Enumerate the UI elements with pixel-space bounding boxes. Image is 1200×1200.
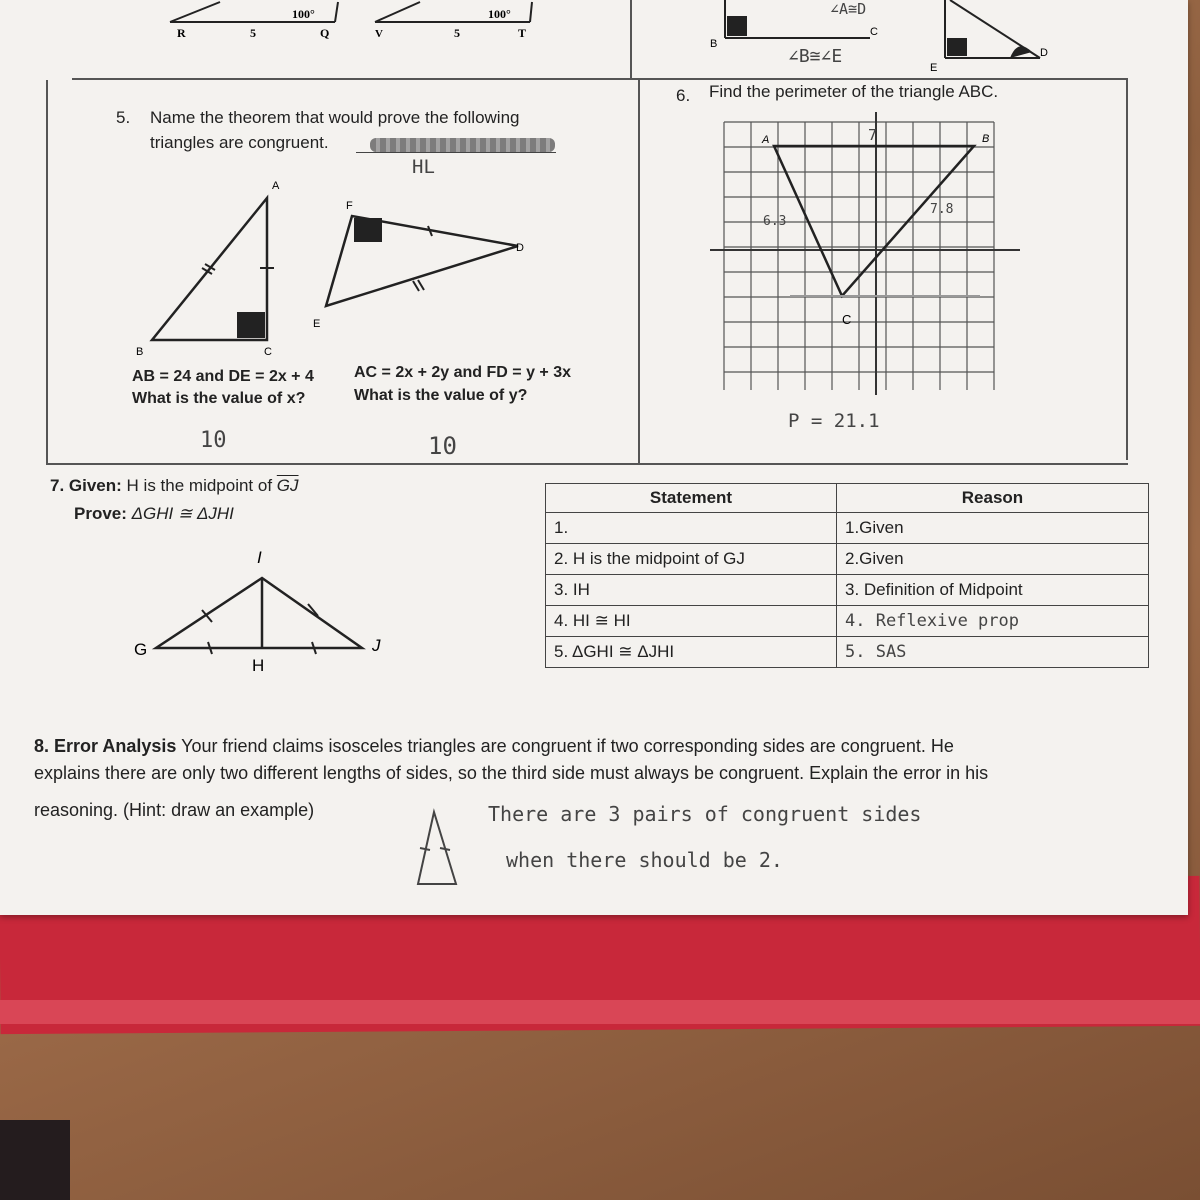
handwritten-length: 6.3	[763, 214, 787, 229]
frame-line	[72, 78, 1128, 80]
q7-triangle-diagram	[150, 560, 380, 660]
reason-cell: 2.Given	[837, 544, 1149, 575]
proof-row	[546, 637, 1149, 668]
scribble-out	[370, 138, 555, 152]
q8-text-line3: reasoning. (Hint: draw an example)	[34, 800, 315, 820]
q5-sub-x-question: What is the value of x?	[132, 390, 306, 407]
point-label: B	[982, 133, 990, 145]
q7-given	[50, 476, 299, 496]
frame-line	[638, 80, 640, 465]
q5-number: 5.	[116, 108, 131, 127]
reason-cell: 5. SAS	[837, 637, 1149, 668]
point-label: V	[375, 28, 383, 40]
point-label: C	[870, 26, 878, 38]
proof-row	[546, 575, 1149, 606]
frame-line	[46, 463, 1128, 465]
q5-answer-y: 10	[428, 432, 457, 460]
point-label: A	[272, 180, 280, 192]
q5-answer: HL	[412, 156, 435, 178]
frame-line	[630, 0, 632, 80]
point-label: H	[252, 656, 265, 675]
frame-line	[1126, 80, 1128, 460]
point-label: E	[313, 318, 321, 330]
reason-cell: 3. Definition of Midpoint	[837, 575, 1149, 606]
q7-prove	[74, 504, 234, 524]
statement-cell: 1.	[546, 513, 837, 544]
point-label: D	[1040, 47, 1048, 59]
q6-prompt: Find the perimeter of the triangle ABC.	[709, 82, 999, 101]
proof-table	[545, 483, 1149, 668]
q5-sub-y: AC = 2x + 2y and FD = y + 3x	[354, 364, 571, 381]
reason-cell: 1.Given	[837, 513, 1149, 544]
q7-given-label: 7. Given:	[50, 476, 122, 495]
point-label: A	[762, 134, 770, 146]
q5-prompt-line2: triangles are congruent.	[150, 133, 329, 152]
handwritten-length: 7	[868, 126, 878, 144]
red-folder-edge	[0, 1000, 1200, 1024]
statement-cell: 5. ΔGHI ≅ ΔJHI	[546, 637, 837, 668]
q6-grid-diagram	[700, 110, 1040, 400]
q5-triangles-diagram	[130, 180, 550, 350]
statement-cell: 4. HI ≅ HI	[546, 606, 837, 637]
point-label: I	[257, 548, 262, 567]
angle-label: 100°	[292, 7, 315, 21]
q8-sketch-triangle	[408, 808, 468, 890]
handwritten-angle: ∠A≅D	[830, 0, 867, 18]
handwritten-length: 7.8	[930, 202, 954, 217]
point-label: C	[842, 312, 852, 327]
point-label: T	[518, 26, 527, 40]
point-label: B	[136, 346, 144, 358]
angle-label: 100°	[488, 7, 511, 21]
q5-answer-x: 10	[200, 428, 227, 453]
top-triangles-diagram	[160, 0, 540, 45]
proof-row	[546, 606, 1149, 637]
handwritten-congruence: ∠B≅∠E	[788, 46, 843, 67]
q6-answer: P = 21.1	[788, 410, 880, 432]
proof-row	[546, 513, 1149, 544]
q6-number: 6.	[676, 86, 691, 105]
q5-sub-y-question: What is the value of y?	[354, 387, 528, 404]
q8-text-line1: Your friend claims isosceles triangles are congruent if two corresponding sides are congruent. He	[181, 736, 954, 756]
statement-cell: 2. H is the midpoint of GJ	[546, 544, 837, 575]
q8-hand-line1: There are 3 pairs of congruent sides	[488, 802, 922, 826]
q8-text-line2: explains there are only two different lengths of sides, so the third side must always be congruent. Explain the error in his	[34, 763, 989, 783]
q5-prompt-line1: Name the theorem that would prove the following	[150, 108, 520, 127]
statement-header: Statement	[546, 484, 837, 513]
point-label: D	[516, 242, 524, 254]
point-label: F	[346, 200, 353, 212]
statement-cell: 3. IH	[546, 575, 837, 606]
frame-line	[46, 80, 48, 465]
q5-sub-x: AB = 24 and DE = 2x + 4	[132, 368, 314, 385]
q7-given-text: H is the midpoint of	[126, 476, 273, 495]
point-label: J	[372, 636, 381, 655]
q8-label: 8. Error Analysis	[34, 736, 177, 756]
side-label: 5	[454, 26, 460, 40]
top-right-triangles-diagram	[700, 0, 1080, 75]
q7-given-segment: $\overline{GJ}$	[276, 476, 299, 495]
proof-row	[546, 544, 1149, 575]
q7-prove-text: ΔGHI ≅ ΔJHI	[131, 504, 234, 523]
dark-fabric	[0, 1120, 70, 1200]
point-label: B	[710, 38, 718, 50]
point-label: C	[264, 346, 272, 358]
q8-hand-line2: when there should be 2.	[506, 848, 783, 872]
proof-header-row	[546, 484, 1149, 513]
point-label: G	[134, 640, 148, 659]
q8-line1	[34, 736, 1174, 757]
q7-prove-label: Prove:	[74, 504, 127, 523]
point-label: Q	[320, 26, 330, 40]
reason-header: Reason	[837, 484, 1149, 513]
point-label: E	[930, 62, 938, 74]
answer-line	[356, 152, 556, 153]
side-label: 5	[250, 26, 256, 40]
reason-cell: 4. Reflexive prop	[837, 606, 1149, 637]
point-label: R	[177, 26, 186, 40]
